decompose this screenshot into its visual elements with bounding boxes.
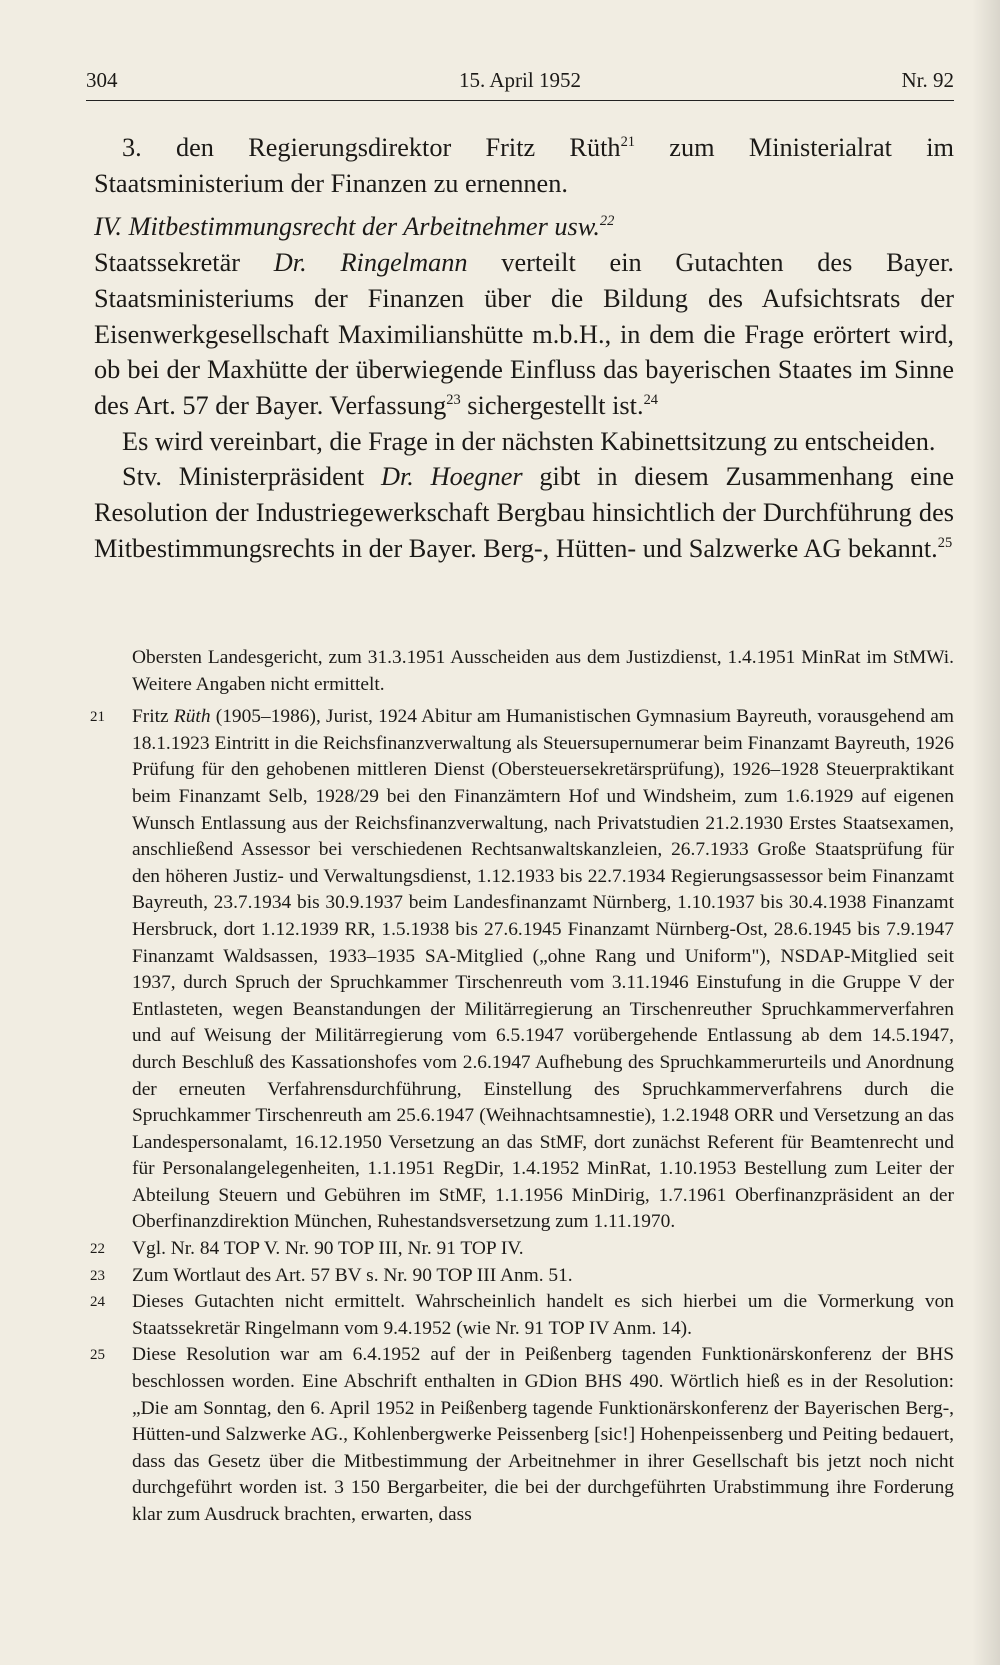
issue-number: Nr. 92 xyxy=(901,68,954,92)
main-text xyxy=(94,130,954,566)
header-date: 15. April 1952 xyxy=(459,68,581,92)
paragraph-ringelmann: Staatssekretär Dr. Ringelmann verteilt ein Gutachten des Bayer. Staatsministeriums der Finanzen über die Bildung des Aufsichtsrats der Eisenwerkgesellschaft Maximilianshütte m.b.H., in dem die Frage erörtert wird, ob bei der Maxhütte der überwiegende Einfluss das bayerischen Staates im Sinne des Art. 57 der Bayer. Verfassung$^{23}$ sichergestellt ist.$^{24}$ xyxy=(94,248,954,420)
footnote-25: 25 Diese Resolution war am 6.4.1952 auf der in Peißenberg tagenden Funktionärskonferenz der BHS beschlossen worden. Eine Abschrift enthalten in GDion BHS 490. Wörtlich hieß es in der Resolution: „Die am Sonntag, den 6. April 1952 in Peißenberg tagende Funktionärskonferenz der Bayerischen Berg-, Hütten-und Salzwerke AG., Kohlenbergwerke Peissenberg [sic!] Hohenpeissenberg und Peiting bedauert, dass das Gesetz über die Mitbestimmung der Arbeitnehmer in ihrer Gesellschaft bis jetzt noch nicht durchgeführt worden ist. 3 150 Bergarbeiter, die bei der durchgeführten Urabstimmung ihre Forderung klar zum Ausdruck brachten, erwarten, dass xyxy=(90,1344,954,1525)
section-heading: IV. Mitbestimmungsrecht der Arbeitnehmer usw.$^{22}$ xyxy=(94,212,615,242)
paragraph-hoegner: Stv. Ministerpräsident Dr. Hoegner gibt in diesem Zusammenhang eine Resolution der Industriegewerkschaft Bergbau hinsichtlich der Durchführung des Mitbestimmungsrechts in der Bayer. Berg-, Hütten- und Salzwerke AG bekannt.$^{25}$ xyxy=(94,462,954,563)
footnotes xyxy=(90,645,954,1529)
page-edge-shadow xyxy=(972,0,1000,1665)
name-ringelmann: Dr. Ringelmann xyxy=(273,248,468,278)
footnote-ref-22: 22 xyxy=(599,213,615,230)
page-number: 304 xyxy=(86,68,118,92)
footnote-ref-25: 25 xyxy=(937,534,953,551)
footnote-ref-21: 21 xyxy=(620,134,636,151)
footnote-mark: 23 xyxy=(90,1267,105,1284)
footnote-mark: 24 xyxy=(90,1294,105,1311)
footnote-mark: 21 xyxy=(90,709,105,726)
footnote-continuation: Obersten Landesgericht, zum 31.3.1951 Ausscheiden aus dem Justizdienst, 1.4.1951 MinRat im StMWi. Weitere Angaben nicht ermittelt. xyxy=(132,647,954,695)
paragraph-decision: Es wird vereinbart, die Frage in der nächsten Kabinettsitzung zu entscheiden. xyxy=(122,426,936,456)
running-header xyxy=(86,66,954,101)
item-3: 3. den Regierungsdirektor Fritz Rüth$^{21}$ zum Ministerialrat im Staatsministerium der Finanzen zu ernennen. xyxy=(94,133,954,198)
footnote-mark: 22 xyxy=(90,1241,105,1258)
footnote-21: 21 Fritz Rüth (1905–1986), Jurist, 1924 Abitur am Humanistischen Gymnasium Bayreuth, vorausgehend am 18.1.1923 Eintritt in die Reichsfinanzverwaltung als Steuersupernumerar beim Finanzamt Bayreuth, 1926 Prüfung für den gehobenen mittleren Dienst (Obersteuersekretärsprüfung), 1926–1928 Steuerpraktikant beim Finanzamt Selb, 1928/29 bei den Finanzämtern Hof und Windsheim, zum 1.6.1929 auf eigenen Wunsch Entlassung aus der Reichsfinanzverwaltung, nach Privatstudien 21.2.1930 Erstes Staatsexamen, anschließend Assessor bei verschiedenen Rechtsanwaltskanzleien, 26.7.1933 Große Staatsprüfung für den höheren Justiz- und Verwaltungsdienst, 1.12.1933 bis 22.7.1934 Regierungsassessor beim Finanzamt Bayreuth, 23.7.1934 bis 30.9.1937 beim Landesfinanzamt Nürnberg, 1.10.1937 bis 30.4.1938 Finanzamt Hersbruck, dort 1.12.1939 RR, 1.5.1938 bis 27.6.1945 Finanzamt Nürnberg-Ost, 28.6.1945 bis 7.9.1947 Finanzamt Waldsassen, 1933–1935 SA-Mitglied („ohne Rang und Uniform"), NSDAP-Mitglied seit 1937, durch Spruch der Spruchkammer Tirschenreuth vom 3.11.1946 Einstufung in die Gruppe V der Entlasteten, wegen Beanstandungen der Militärregierung an Tirschenreuther Spruchkammerverfahren und auf Weisung der Militärregierung vom 6.5.1947 vorübergehende Entlassung ab dem 14.5.1947, durch Beschluß des Kassationshofes vom 2.6.1947 Aufhebung des Spruchkammerurteils und Anordnung der erneuten Verfahrensdurchführung, Einstellung des Spruchkammerverfahrens durch die Spruchkammer Tirschenreuth am 25.6.1947 (Weihnachtsamnestie), 1.2.1948 ORR und Versetzung an das Landespersonalamt, 16.12.1950 Versetzung an das StMF, dort zunächst Referent für Beamtenrecht und für Personalangelegenheiten, 1.1.1951 RegDir, 1.4.1952 MinRat, 1.10.1953 Bestellung zum Leiter der Abteilung Steuern und Gebühren im StMF, 1.1.1956 MinDirig, 1.7.1961 Oberfinanzpräsident an der Oberfinanzdirektion München, Ruhestandsversetzung zum 1.11.1970. xyxy=(90,706,954,1233)
name-hoegner: Dr. Hoegner xyxy=(380,462,523,492)
footnote-22: 22 Vgl. Nr. 84 TOP V. Nr. 90 TOP III, Nr. 91 TOP IV. xyxy=(132,1236,954,1263)
footnote-24: 24 Dieses Gutachten nicht ermittelt. Wahrscheinlich handelt es sich hierbei um die Vormerkung von Staatssekretär Ringelmann vom 9.4.1952 (wie Nr. 91 TOP IV Anm. 14). xyxy=(90,1291,954,1339)
footnote-mark: 25 xyxy=(90,1347,105,1364)
footnote-ref-23: 23 xyxy=(446,392,461,409)
footnote-23: 23 Zum Wortlaut des Art. 57 BV s. Nr. 90 TOP III Anm. 51. xyxy=(132,1263,954,1290)
footnote-ref-24: 24 xyxy=(643,392,659,409)
